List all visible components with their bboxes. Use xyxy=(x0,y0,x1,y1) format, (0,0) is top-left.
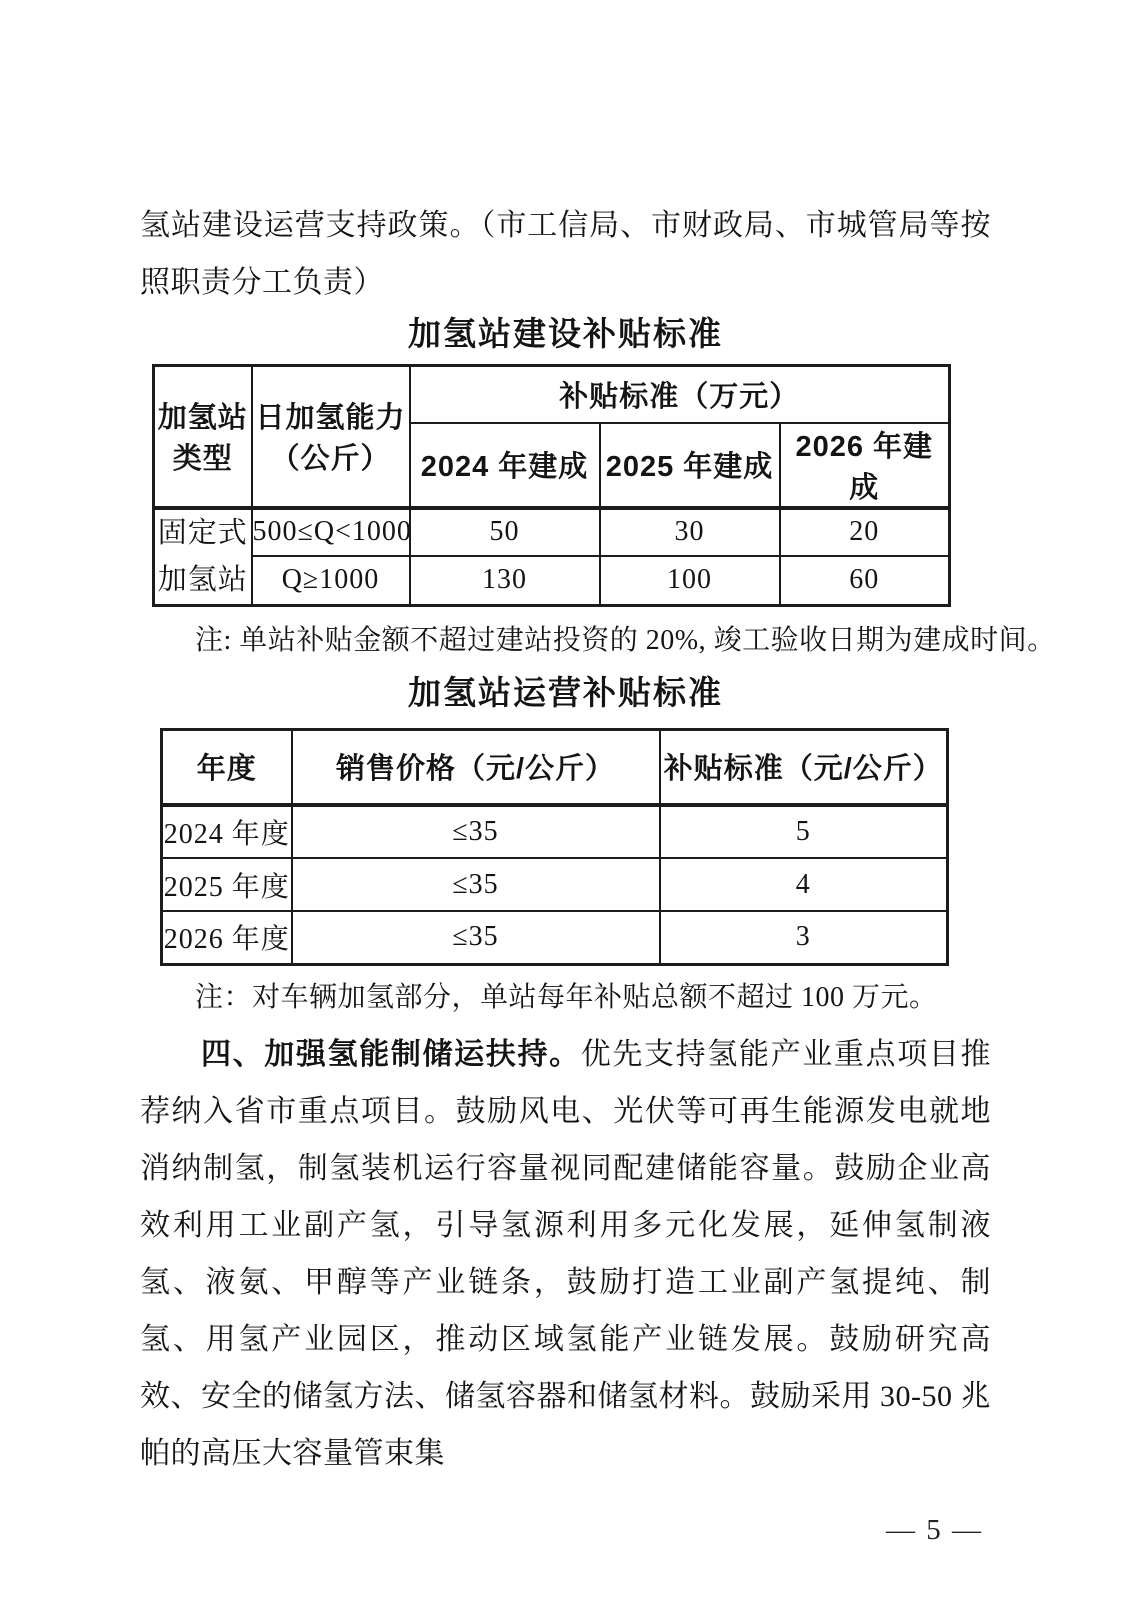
cell-subsidy-2025: 100 xyxy=(600,556,780,605)
cell-price: ≤35 xyxy=(292,911,660,964)
section-four-body: 优先支持氢能产业重点项目推荐纳入省市重点项目。鼓励风电、光伏等可再生能源发电就地消纳制氢，制氢装机运行容量视同配建储能容量。鼓励企业高效利用工业副产氢，引导氢源利用多元化发展，延伸氢制液氢、液氨、甲醇等产业链条，鼓励打造工业副产氢提纯、制氢、用氢产业园区，推动区域氢能产业链发展。鼓励研究高效、安全的储氢方法、储氢容器和储氢材料。鼓励采用 30-50 兆帕的高压大容量管束集 xyxy=(140,1037,991,1470)
table-row xyxy=(154,508,950,556)
cell-station-type: 固定式加氢站 xyxy=(154,508,252,606)
table-row xyxy=(162,805,948,858)
intro-paragraph: 氢站建设运营支持政策。（市工信局、市财政局、市城管局等按照职责分工负责） xyxy=(140,209,991,299)
cell-price: ≤35 xyxy=(292,805,660,858)
cell-capacity-range: Q≥1000 xyxy=(252,556,410,605)
operation-subsidy-table xyxy=(160,728,949,966)
header-year: 年度 xyxy=(162,729,292,805)
cell-subsidy-2025: 30 xyxy=(600,508,780,556)
section-four-heading: 四、加强氢能制储运扶持。 xyxy=(201,1037,581,1071)
table-header-row xyxy=(162,729,948,805)
cell-subsidy: 3 xyxy=(660,911,948,964)
header-subsidy-standard: 补贴标准（万元） xyxy=(410,366,950,423)
header-sale-price: 销售价格（元/公斤） xyxy=(292,729,660,805)
cell-year: 2026 年度 xyxy=(162,911,292,964)
cell-capacity-range: 500≤Q<1000 xyxy=(252,508,410,556)
cell-subsidy-2026: 60 xyxy=(780,556,950,605)
header-daily-capacity: 日加氢能力（公斤） xyxy=(252,366,410,508)
header-station-type: 加氢站类型 xyxy=(154,366,252,508)
table-header-row xyxy=(154,366,950,423)
cell-subsidy: 5 xyxy=(660,805,948,858)
table-row xyxy=(154,556,950,605)
cell-subsidy-2024: 130 xyxy=(410,556,600,605)
cell-price: ≤35 xyxy=(292,858,660,911)
cell-subsidy-2024: 50 xyxy=(410,508,600,556)
header-year-2024: 2024 年建成 xyxy=(410,423,600,508)
construction-subsidy-table xyxy=(152,364,951,607)
cell-year: 2024 年度 xyxy=(162,805,292,858)
section-four-paragraph xyxy=(140,1026,991,1482)
cell-subsidy: 4 xyxy=(660,858,948,911)
header-year-2025: 2025 年建成 xyxy=(600,423,780,508)
header-year-2026: 2026 年建成 xyxy=(780,423,950,508)
cell-subsidy-2026: 20 xyxy=(780,508,950,556)
page-number: — 5 — xyxy=(886,1513,983,1546)
cell-year: 2025 年度 xyxy=(162,858,292,911)
construction-table-title: 加氢站建设补贴标准 xyxy=(408,315,723,352)
table-row xyxy=(162,911,948,964)
header-subsidy-standard: 补贴标准（元/公斤） xyxy=(660,729,948,805)
table-row xyxy=(162,858,948,911)
operation-table-note: 注：对车辆加氢部分，单站每年补贴总额不超过 100 万元。 xyxy=(195,981,938,1013)
construction-table-note: 注: 单站补贴金额不超过建站投资的 20%, 竣工验收日期为建成时间。 xyxy=(195,624,1056,656)
operation-table-title: 加氢站运营补贴标准 xyxy=(408,673,723,711)
